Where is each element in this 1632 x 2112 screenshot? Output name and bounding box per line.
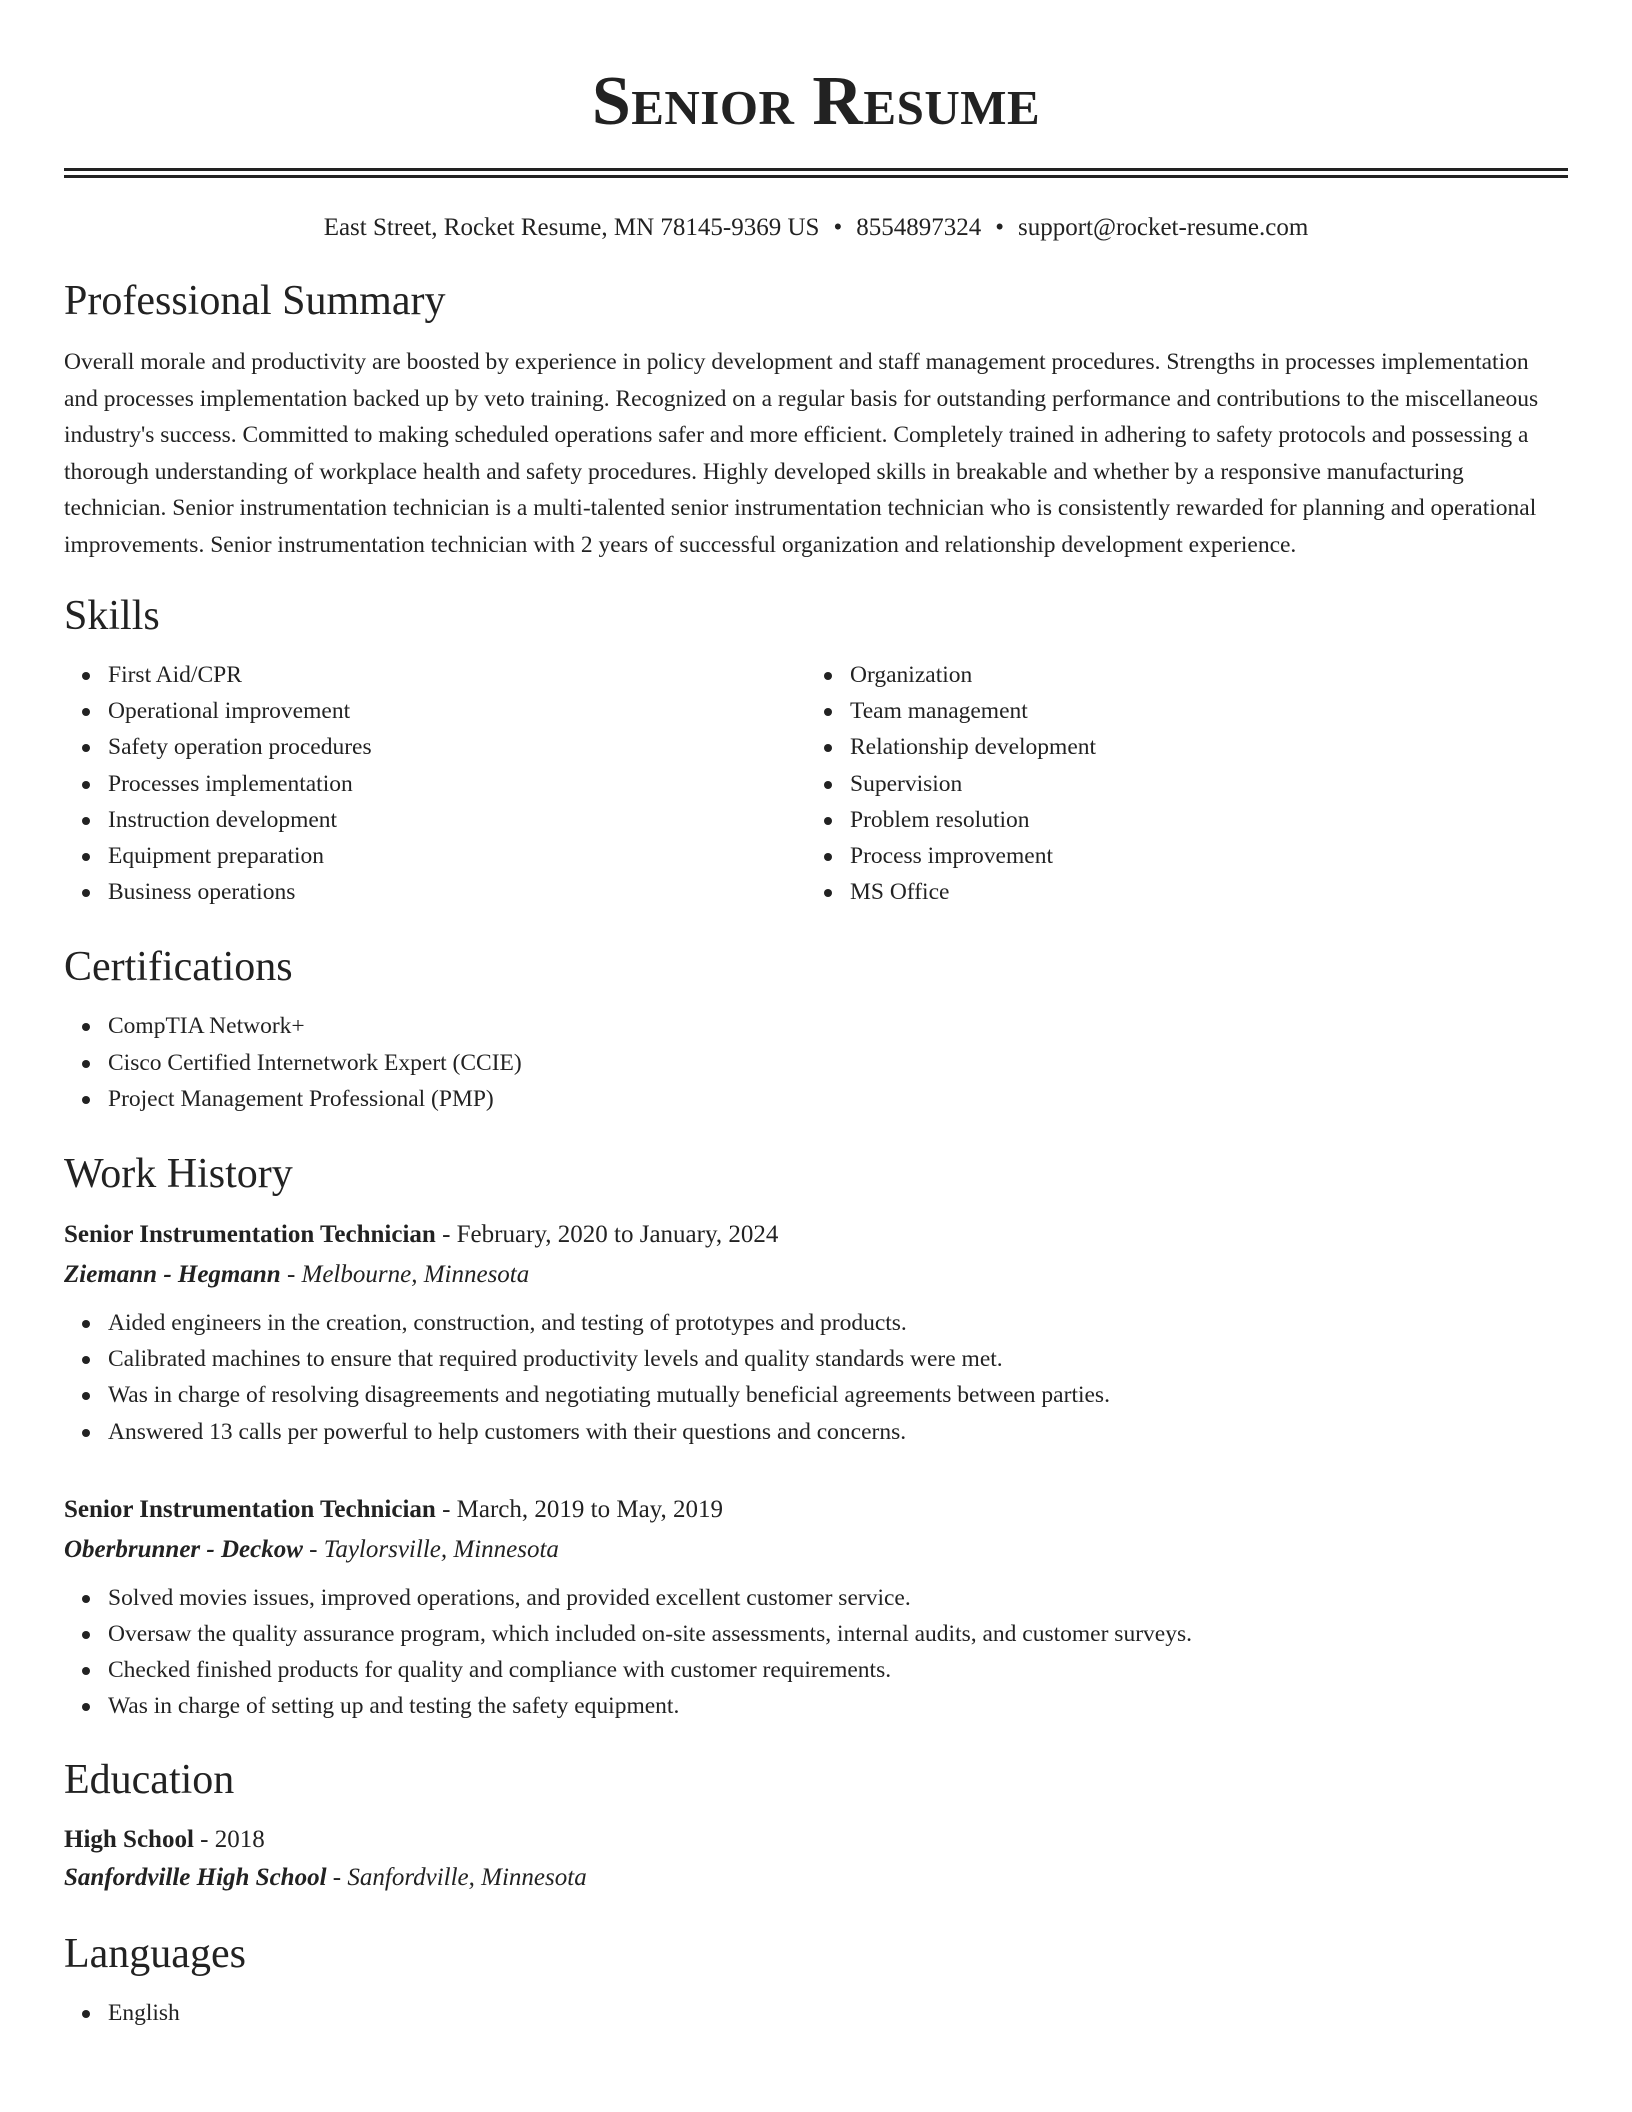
job-title: Senior Instrumentation Technician: [64, 1221, 436, 1249]
education-location: - Sanfordville, Minnesota: [326, 1863, 587, 1891]
contact-address: East Street, Rocket Resume, MN 78145-9369 US: [323, 214, 820, 241]
work-history-heading: Work History: [64, 1151, 293, 1198]
contact-line: [64, 212, 1568, 244]
summary-heading: Professional Summary: [64, 278, 446, 324]
certifications-heading: Certifications: [64, 944, 293, 991]
job-dates: - February, 2020 to January, 2024: [435, 1221, 779, 1249]
job-bullet: Aided engineers in the creation, construction, and testing of prototypes and products.: [108, 1305, 1568, 1341]
job-bullet: Calibrated machines to ensure that required productivity levels and quality standards were met.: [108, 1341, 1568, 1377]
resume-name: Senior Resume: [591, 63, 1041, 140]
skill-item: Relationship development: [850, 729, 1548, 765]
contact-separator: •: [833, 214, 843, 241]
education-entry: [64, 1821, 1568, 1897]
education-heading: Education: [64, 1756, 235, 1803]
languages-list: [64, 1995, 1568, 2031]
job-dates: - March, 2019 to May, 2019: [435, 1495, 724, 1523]
job-entry: [64, 1215, 1568, 1450]
education-year: - 2018: [193, 1825, 265, 1853]
education-school-line: [64, 1859, 1568, 1897]
skill-item: Organization: [850, 657, 1548, 693]
skills-columns: [64, 657, 1568, 910]
skill-item: Instruction development: [108, 802, 806, 838]
skills-column-left: [64, 657, 806, 910]
job-bullet: Answered 13 calls per powerful to help customers with their questions and concerns.: [108, 1414, 1568, 1450]
language-item: English: [108, 1995, 1568, 2031]
skill-item: Problem resolution: [850, 802, 1548, 838]
job-company-line: [64, 1255, 1568, 1295]
skill-item: First Aid/CPR: [108, 657, 806, 693]
job-entry: [64, 1490, 1568, 1725]
contact-separator: •: [995, 214, 1004, 241]
skills-list-left: [64, 657, 806, 910]
certification-item: Project Management Professional (PMP): [108, 1081, 1568, 1117]
education-degree: High School: [64, 1825, 194, 1853]
skill-item: MS Office: [850, 874, 1548, 910]
job-bullet: Was in charge of resolving disagreements and negotiating mutually beneficial agreements between parties.: [108, 1377, 1568, 1413]
skill-item: Safety operation procedures: [108, 729, 806, 765]
languages-heading: Languages: [64, 1930, 246, 1977]
job-title: Senior Instrumentation Technician: [64, 1495, 436, 1523]
skill-item: Process improvement: [850, 838, 1548, 874]
job-title-line: [64, 1490, 1568, 1530]
job-company: Ziemann - Hegmann: [64, 1261, 281, 1289]
job-bullet: Solved movies issues, improved operations, and provided excellent customer service.: [108, 1580, 1568, 1616]
job-location: - Taylorsville, Minnesota: [302, 1535, 559, 1563]
skill-item: Supervision: [850, 766, 1548, 802]
skill-item: Team management: [850, 693, 1548, 729]
certifications-list: [64, 1008, 1568, 1117]
skills-column-right: [806, 657, 1548, 910]
job-bullets: [64, 1580, 1568, 1725]
education-school: Sanfordville High School: [64, 1863, 327, 1891]
summary-text: Overall morale and productivity are boosted by experience in policy development and staff management procedures. Strengths in processes implementation and processes implementation backed up by veto training. Recognized on a regular basis for outstanding performance and contributions to the miscellaneous industry's success. Committed to making scheduled operations safer and more efficient. Completely trained in adhering to safety protocols and possessing a thorough understanding of workplace health and safety procedures. Highly developed skills in breakable and whether by a responsive manufacturing technician. Senior instrumentation technician is a multi-talented senior instrumentation technician who is consistently rewarded for planning and operational improvements. Senior instrumentation technician with 2 years of successful organization and relationship development experience.: [64, 349, 1539, 558]
certification-item: Cisco Certified Internetwork Expert (CCIE): [108, 1045, 1568, 1081]
skill-item: Business operations: [108, 874, 806, 910]
contact-email[interactable]: support@rocket-resume.com: [1018, 214, 1309, 241]
job-company: Oberbrunner - Deckow: [64, 1535, 303, 1563]
job-location: - Melbourne, Minnesota: [280, 1261, 530, 1289]
job-title-line: [64, 1215, 1568, 1255]
job-bullet: Oversaw the quality assurance program, which included on-site assessments, internal audits, and customer surveys.: [108, 1616, 1568, 1652]
job-bullet: Was in charge of setting up and testing the safety equipment.: [108, 1688, 1568, 1724]
skill-item: Operational improvement: [108, 693, 806, 729]
contact-phone[interactable]: 8554897324: [856, 214, 982, 241]
job-company-line: [64, 1530, 1568, 1570]
skill-item: Processes implementation: [108, 766, 806, 802]
skills-heading: Skills: [64, 593, 160, 639]
skill-item: Equipment preparation: [108, 838, 806, 874]
certification-item: CompTIA Network+: [108, 1008, 1568, 1044]
job-bullet: Checked finished products for quality and compliance with customer requirements.: [108, 1652, 1568, 1688]
header-double-rule: [64, 168, 1568, 178]
education-degree-line: [64, 1821, 1568, 1859]
job-bullets: [64, 1305, 1568, 1450]
skills-list-right: [806, 657, 1548, 910]
